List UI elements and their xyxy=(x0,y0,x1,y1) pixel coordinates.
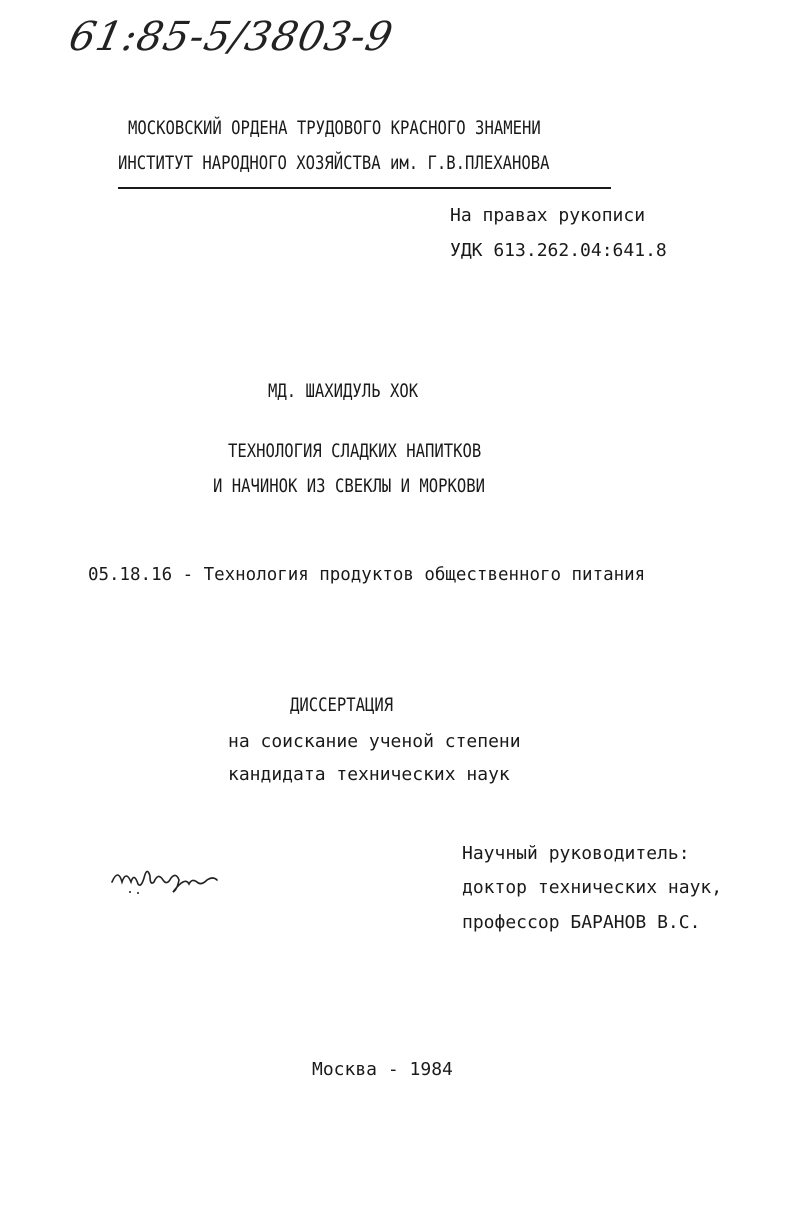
institution-line-1: МОСКОВСКИЙ ОРДЕНА ТРУДОВОГО КРАСНОГО ЗНАМЕНИ xyxy=(128,117,541,139)
dissertation-heading: ДИССЕРТАЦИЯ xyxy=(290,694,394,716)
dissertation-line-1: на соискание ученой степени xyxy=(228,731,521,752)
manuscript-rights: На правах рукописи xyxy=(450,205,646,226)
header-divider xyxy=(118,187,611,189)
specialty: 05.18.16 - Технология продуктов общественного питания xyxy=(88,564,646,585)
udk-code: УДК 613.262.04:641.8 xyxy=(450,240,667,261)
author-name: МД. ШАХИДУЛЬ ХОК xyxy=(268,380,419,402)
archive-number: 61:85-5/3803-9 xyxy=(65,14,398,60)
institution-line-2: ИНСТИТУТ НАРОДНОГО ХОЗЯЙСТВА им. Г.В.ПЛЕХАНОВА xyxy=(118,152,550,174)
author-signature xyxy=(108,860,238,900)
place-year: Москва - 1984 xyxy=(312,1059,453,1080)
title-line-1: ТЕХНОЛОГИЯ СЛАДКИХ НАПИТКОВ xyxy=(228,440,482,462)
dissertation-line-2: кандидата технических наук xyxy=(228,764,510,785)
supervisor-label: Научный руководитель: xyxy=(462,843,690,864)
supervisor-degree: доктор технических наук, xyxy=(462,877,723,898)
supervisor-name: профессор БАРАНОВ В.С. xyxy=(462,912,701,933)
title-line-2: И НАЧИНОК ИЗ СВЕКЛЫ И МОРКОВИ xyxy=(213,475,486,497)
